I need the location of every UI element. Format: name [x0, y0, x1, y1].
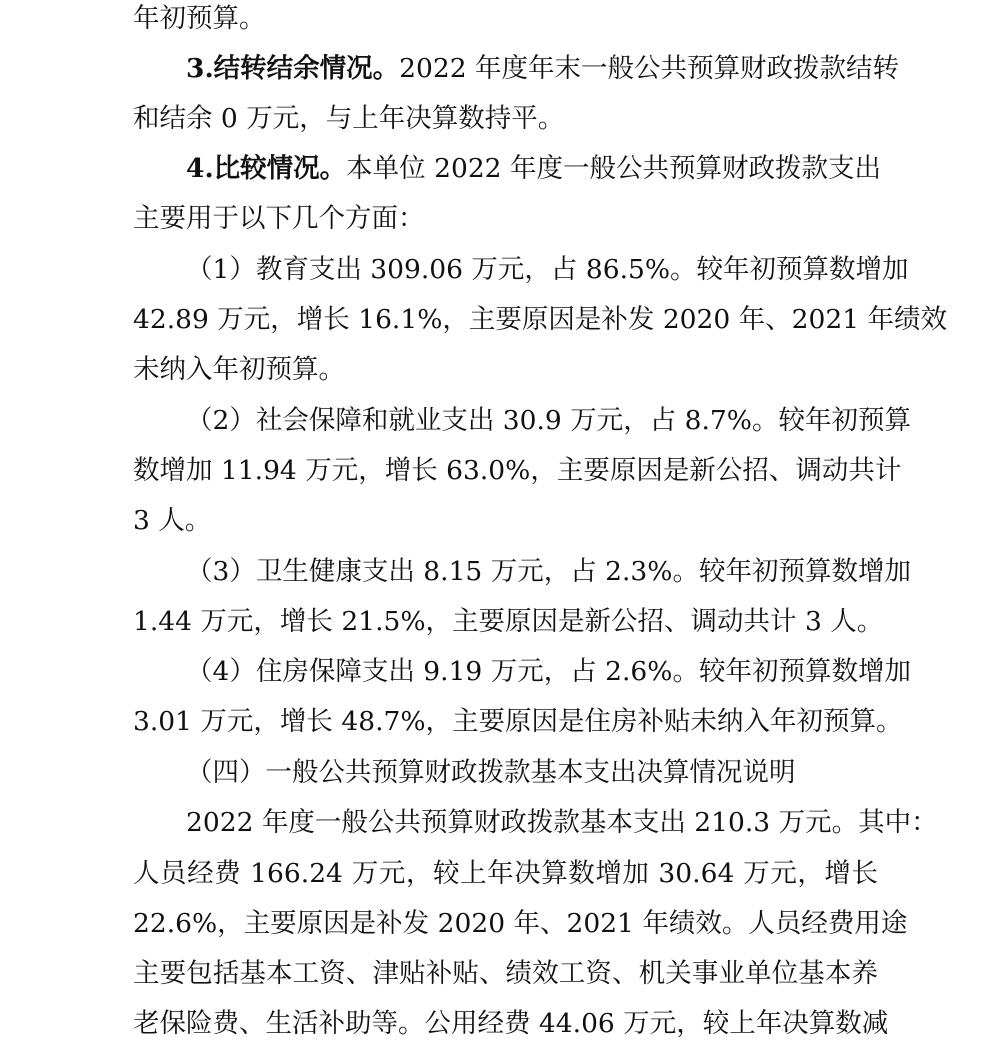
text-line: 老保险费、生活补助等。公用经费 44.06 万元，较上年决算数减	[133, 1008, 889, 1039]
text-line: 3.01 万元，增长 48.7%，主要原因是住房补贴未纳入年初预算。	[133, 706, 903, 737]
section-heading-4: 4.比较情况。	[186, 153, 347, 184]
section-heading-3-text: 2022 年度年末一般公共预算财政拨款结转	[399, 53, 900, 84]
paragraph-comparison-heading	[186, 144, 881, 194]
text-line: 2022 年度一般公共预算财政拨款基本支出 210.3 万元。其中：	[186, 807, 938, 838]
text-line: 42.89 万元，增长 16.1%，主要原因是补发 2020 年、2021 年绩效	[133, 304, 948, 335]
text-line: （4）住房保障支出 9.19 万元，占 2.6%。较年初预算数增加	[186, 656, 911, 687]
paragraph-carryover-heading	[186, 44, 900, 94]
text-line: （1）教育支出 309.06 万元，占 86.5%。较年初预算数增加	[186, 254, 909, 285]
section-heading-basic-expenditure: （四）一般公共预算财政拨款基本支出决算情况说明	[186, 757, 796, 788]
text-line: 主要用于以下几个方面：	[133, 203, 425, 234]
text-line: 人员经费 166.24 万元，较上年决算数增加 30.64 万元，增长	[133, 858, 878, 889]
section-heading-4-text: 本单位 2022 年度一般公共预算财政拨款支出	[346, 153, 881, 184]
text-line: 3 人。	[133, 505, 212, 536]
text-line: （3）卫生健康支出 8.15 万元，占 2.3%。较年初预算数增加	[186, 556, 911, 587]
text-line: 数增加 11.94 万元，增长 63.0%，主要原因是新公招、调动共计	[133, 455, 902, 486]
section-heading-3: 3.结转结余情况。	[186, 53, 400, 84]
text-line: （2）社会保障和就业支出 30.9 万元，占 8.7%。较年初预算	[186, 405, 911, 436]
text-line: 主要包括基本工资、津贴补贴、绩效工资、机关事业单位基本养	[133, 958, 878, 989]
text-line: 年初预算。	[133, 3, 266, 34]
text-line: 22.6%，主要原因是补发 2020 年、2021 年绩效。人员经费用途	[133, 908, 908, 939]
text-line: 1.44 万元，增长 21.5%，主要原因是新公招、调动共计 3 人。	[133, 606, 884, 637]
text-line: 未纳入年初预算。	[133, 354, 345, 385]
text-line: 和结余 0 万元，与上年决算数持平。	[133, 103, 565, 134]
